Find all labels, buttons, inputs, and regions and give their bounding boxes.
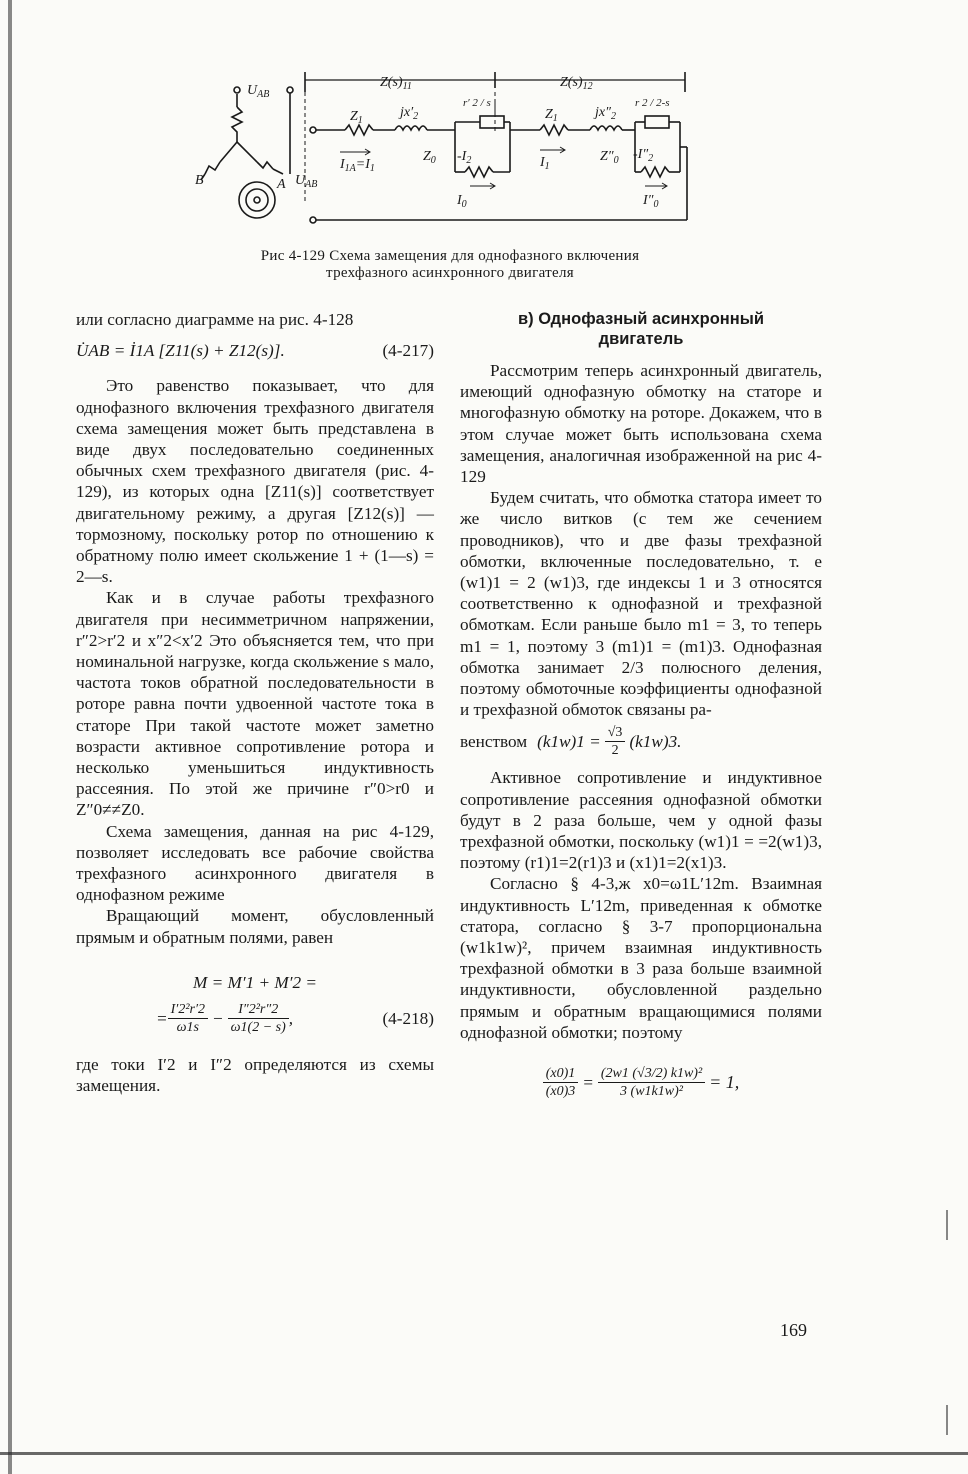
z1-left-label: $Z_1$ (350, 109, 363, 126)
caption-line-2: трехфазного асинхронного двигателя (326, 265, 574, 281)
equation-4-218-fraction-2 (228, 1001, 289, 1036)
right-paragraph-2: Будем считать, что обмотка статора имеет то же число витков (с тем же сечением проводников), что и две фазы трехфазной обмотки, включенные последовательно, т. е (w1)1 = 2 (w1)3, где индексы 1 и 3 относятся соответственно к однофазной и трехфазной обмоткам. Если раньше было m1 = 3, то теперь m1 = 1, поэтому 3 (m1)1 = (m1)3. Однофазная обмотка занимает 2/3 полюсного деления, поэтому обмоточные коэффициенты однофазной и трехфазной обмоток связаны ра- (460, 488, 822, 720)
minus-i2pp-label: $-I''_2$ (633, 147, 654, 164)
equality-prefix: венством (460, 732, 528, 752)
equation-4-217-expression: U̇AB = İ1A [Z11(s) + Z12(s)]. (76, 341, 285, 361)
ratio-lhs-numerator: (x0)1 (543, 1065, 579, 1083)
node-b-label: B (195, 173, 204, 188)
left-paragraph-2: Это равенство показывает, что для однофазного включения трехфазного двигателя схема замещения может быть представлена в виде двух последовательно соединенных обычных схем трехфазного двигателя (рис. 4-129), из которых одна [Z11(s)] соответствует двигательному режиму, а другая [Z12(s)] — тормозному, поскольку ротор по отношению к обратному полю имеет скольжение 1 + (1—s) = 2—s. (76, 376, 434, 587)
scan-right-mark (946, 1405, 948, 1435)
scan-margin-edge (8, 0, 12, 1474)
i0pp-label: $I''_0$ (643, 193, 659, 210)
fraction-2-numerator: I″2²r″2 (228, 1001, 289, 1019)
equality-lhs: (k1w)1 = (537, 732, 601, 752)
equivalent-circuit-figure (195, 62, 705, 242)
figure-caption (190, 248, 710, 282)
z0-label: $Z_0$ (423, 149, 436, 166)
right-paragraph-3: Активное сопротивление и индуктивное сопротивление рассеяния однофазной обмотки будут в 2 раза больше, чем у одной фазы трехфазной обмотки, поскольку (w1)1 = =2(w1)3, поэтому (r1)1=2(r1)3 и (x1)1=2(x1)3. (460, 768, 822, 873)
i1-right-label: $I_1$ (540, 155, 550, 172)
ratio-rhs-denominator: 3 (w1k1w)² (620, 1084, 683, 1100)
section-title-line-1: в) Однофазный асинхронный (518, 310, 764, 328)
jx2pp-label: $jx''_2$ (595, 105, 616, 122)
ratio-equals: = (582, 1072, 594, 1092)
right-equality-line (460, 724, 822, 759)
i0-label: $I_0$ (457, 193, 467, 210)
equation-4-218-number: (4-218) (382, 1008, 434, 1028)
i1a-label: $I_{1A}=I_1$ (340, 157, 375, 174)
equation-4-218-minus: − (212, 1008, 224, 1028)
z1-right-label: $Z_1$ (545, 107, 558, 124)
equation-4-217 (76, 340, 434, 361)
left-paragraph-4: Схема замещения, данная на рис 4-129, позволяет исследовать все рабочие свойства трехфазного асинхронного двигателя в однофазном режиме (76, 821, 434, 905)
r2-over-2s-label: r 2 / 2-s (635, 97, 670, 109)
minus-i2-label: $-I_2$ (457, 149, 472, 166)
section-title (460, 309, 822, 349)
jx2-label: $jx'_2$ (400, 105, 419, 122)
left-paragraph-3: Как и в случае работы трехфазного двигателя при несимметричном напряжении, r″2>r′2 и x″2<x′2 Это объясняется тем, что при номинальной нагрузке, когда скольжение s мало, частота токов обратной последовательности в роторе равна почти удвоенной частоте тока в статоре При такой частоте может заметно возрасти активное сопротивление ротора и несколько уменьшиться индуктивность рассеяния. По этой же причине r″0>r0 и Z″0≠≠Z0. (76, 588, 434, 820)
equality-rhs: (k1w)3. (629, 732, 682, 752)
right-column (460, 309, 822, 1100)
equality-fraction-denominator: 2 (611, 743, 619, 759)
fraction-2-denominator: ω1(2 − s) (230, 1020, 286, 1036)
fraction-1-denominator: ω1s (176, 1020, 199, 1036)
uab-top-label: $U_{AB}$ (247, 83, 270, 100)
left-paragraph-5: Вращающий момент, обусловленный прямым и обратным полями, равен (76, 906, 434, 947)
right-paragraph-1: Рассмотрим теперь асинхронный двигатель, имеющий однофазную обмотку на статоре и многофазную обмотку на роторе. Докажем, что в этом случае может быть использована схема замещения, аналогичная изображенной на рис 4-129 (460, 361, 822, 487)
section-title-line-2: двигатель (598, 330, 684, 348)
caption-line-1: Рис 4-129 Схема замещения для однофазного включения (260, 248, 640, 264)
z11-label: $Z(s)_{11}$ (380, 75, 412, 92)
equation-4-218 (76, 972, 434, 1036)
left-paragraph-1: или согласно диаграмме на рис. 4-128 (76, 310, 354, 329)
right-paragraph-4: Согласно § 4-3,ж x0=ω1L′12m. Взаимная индуктивность L′12m, приведенная к обмотке статора, согласно § 3-7 пропорциональна (w1k1w)², причем взаимная индуктивность трехфазной обмотки в 3 раза больше взаимной индуктивности, обусловленной раздельно прямым и обратным вращающимися полями однофазной обмотки; поэтому (460, 874, 822, 1042)
fraction-1-numerator: I′2²r′2 (168, 1001, 208, 1019)
z0pp-label: $Z''_0$ (600, 149, 619, 166)
ratio-lhs-denominator: (x0)3 (545, 1084, 576, 1100)
z12-label: $Z(s)_{12}$ (560, 75, 593, 92)
uab-bottom-label: $U_{AB}$ (295, 173, 318, 190)
ratio-equation (460, 1065, 822, 1100)
scan-right-mark (946, 1210, 948, 1240)
equation-4-218-equals: = (156, 1008, 168, 1028)
left-paragraph-6: где токи I′2 и I″2 определяются из схемы замещения. (76, 1055, 434, 1096)
ratio-lhs-fraction (543, 1065, 579, 1100)
equation-4-218-comma: , (288, 1008, 294, 1028)
equation-4-217-number: (4-217) (382, 341, 434, 361)
ratio-rhs-fraction (598, 1065, 705, 1100)
equality-fraction (605, 724, 626, 759)
equation-4-218-line-1: M = M′1 + M′2 = (193, 972, 317, 992)
ratio-rhs-numerator: (2w1 (√3/2) k1w)² (598, 1065, 705, 1083)
ratio-result: = 1, (709, 1071, 740, 1092)
equation-4-218-fraction-1 (168, 1001, 208, 1036)
r2-over-s-label: r′ 2 / s (463, 97, 491, 109)
page-number: 169 (780, 1320, 807, 1340)
node-a-label: A (277, 177, 286, 192)
equality-fraction-numerator: √3 (605, 724, 626, 742)
scan-bottom-edge (0, 1452, 968, 1455)
left-column (76, 309, 434, 1097)
